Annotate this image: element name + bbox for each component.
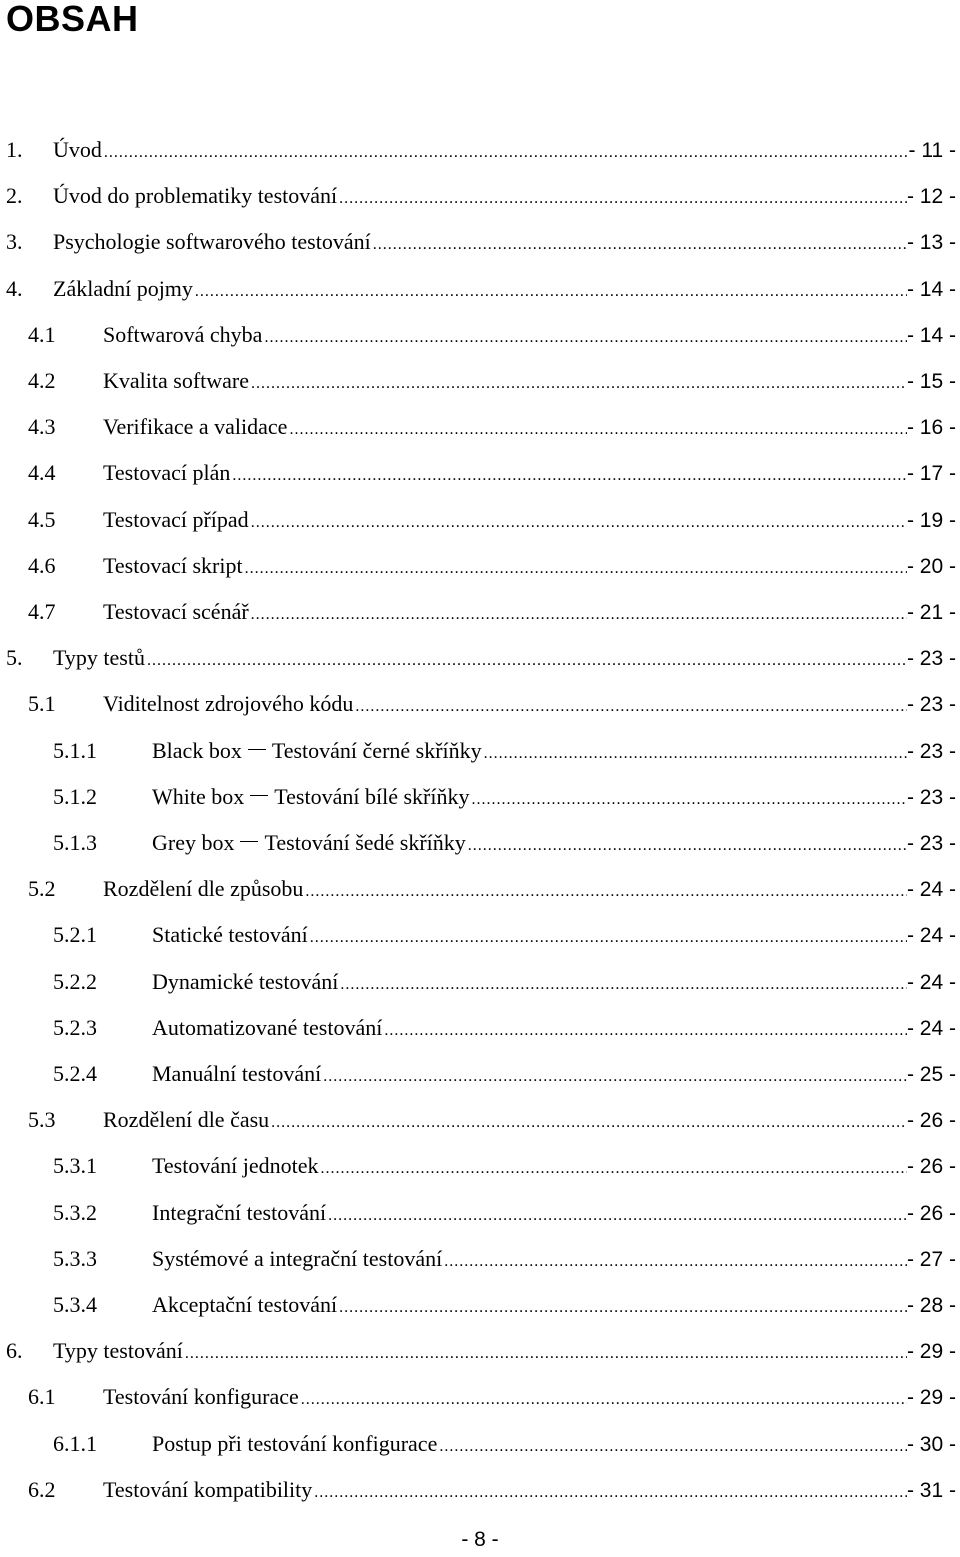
toc-entry-number: 6.1.1 <box>53 1430 97 1456</box>
toc-entry-page: - 15 - <box>906 370 956 393</box>
toc-entry-label: Grey box Testování šedé skříňky <box>152 821 468 865</box>
toc-entry-page: - 14 - <box>906 323 956 347</box>
toc-entry[interactable] <box>0 313 960 357</box>
toc-entry-page: - 17 - <box>906 462 956 486</box>
toc-entry-label: Testovací skript <box>103 544 245 588</box>
dot-leader <box>195 270 907 314</box>
dot-leader <box>444 1240 907 1284</box>
dot-leader <box>251 362 907 406</box>
toc-entry-number: 3. <box>6 229 23 255</box>
toc-entry-number: 5.2 <box>28 876 56 902</box>
toc-entry-label: Úvod do problematiky testování <box>53 174 339 218</box>
toc-entry-label: Základní pojmy <box>53 267 195 311</box>
toc-entry[interactable] <box>0 267 960 311</box>
em-dash-separator <box>250 795 268 796</box>
toc-entry-number: 4.3 <box>28 414 56 440</box>
toc-entry-page: - 16 - <box>906 416 956 440</box>
toc-entry-label: Testování konfigurace <box>103 1375 301 1419</box>
toc-entry-label: Automatizované testování <box>152 1006 384 1050</box>
toc-entry-page: - 21 - <box>906 601 956 624</box>
toc-entry[interactable] <box>0 729 960 773</box>
toc-entry-page: - 27 - <box>906 1247 956 1271</box>
toc-entry-page: - 29 - <box>906 1340 956 1364</box>
toc-entry-number: 6. <box>6 1338 23 1364</box>
toc-entry-page: - 14 - <box>906 277 956 301</box>
toc-entry-number: 4.5 <box>28 506 56 532</box>
toc-entry-number: 5.2.2 <box>53 968 97 994</box>
toc-entry-label: Testování kompatibility <box>103 1468 314 1512</box>
toc-entry-label: Systémové a integrační testování <box>152 1237 444 1281</box>
toc-entry[interactable] <box>0 498 960 542</box>
toc-entry-label: Postup při testování konfigurace <box>152 1422 439 1466</box>
toc-entry-number: 4.7 <box>28 599 56 624</box>
toc-entry-page: - 24 - <box>906 878 956 902</box>
toc-entry-label: Testovací případ <box>103 498 251 542</box>
toc-entry-label: Testovací plán <box>103 451 232 495</box>
dot-leader <box>328 1194 907 1238</box>
toc-entry-number: 5.3 <box>28 1107 56 1133</box>
toc-entry-page: - 26 - <box>906 1155 956 1179</box>
toc-entry[interactable] <box>0 1006 960 1050</box>
toc-entry-label: Manuální testování <box>152 1052 323 1096</box>
dot-leader <box>339 1286 907 1330</box>
toc-entry[interactable] <box>0 220 960 264</box>
toc-entry-label: Typy testů <box>53 636 147 680</box>
toc-entry-label: Typy testování <box>53 1329 185 1373</box>
toc-entry-label: Verifikace a validace <box>103 405 289 449</box>
toc-entry-label: Statické testování <box>152 913 310 957</box>
toc-entry-number: 4.4 <box>28 460 56 486</box>
toc-entry-label: Dynamické testování <box>152 960 340 1004</box>
toc-entry[interactable] <box>0 1098 960 1142</box>
toc-entry-label: Rozdělení dle způsobu <box>103 867 305 911</box>
toc-entry[interactable] <box>0 544 960 588</box>
toc-entry-label: Psychologie softwarového testování <box>53 220 373 264</box>
toc-entry[interactable] <box>0 821 960 865</box>
toc-entry[interactable] <box>0 1191 960 1235</box>
toc-entry-number: 5.1.1 <box>53 737 97 763</box>
toc-entry-label: Kvalita software <box>103 359 251 403</box>
toc-entry-number: 5. <box>6 645 23 671</box>
toc-entry[interactable] <box>0 359 960 403</box>
toc-entry-page: - 11 - <box>908 139 956 162</box>
toc-entry-number: 5.1 <box>28 691 56 717</box>
toc-entry[interactable] <box>0 1237 960 1281</box>
em-dash-separator <box>248 749 266 750</box>
toc-entry-number: 5.2.4 <box>53 1061 97 1086</box>
dot-leader <box>185 1332 907 1376</box>
dot-leader <box>340 963 907 1007</box>
toc-entry[interactable] <box>0 682 960 726</box>
toc-entry-page: - 24 - <box>906 1016 956 1040</box>
toc-entry-number: 5.3.1 <box>53 1153 97 1179</box>
toc-entry-page: - 23 - <box>906 739 956 763</box>
toc-entry[interactable] <box>0 1329 960 1373</box>
toc-entry-label: Rozdělení dle času <box>103 1098 271 1142</box>
toc-entry[interactable] <box>0 1052 960 1096</box>
dot-leader <box>251 593 907 637</box>
toc-entry-number: 1. <box>6 137 23 162</box>
toc-entry-label: Black box Testování černé skříňky <box>152 729 484 773</box>
toc-entry-number: 4.2 <box>28 368 56 393</box>
toc-entry-page: - 23 - <box>906 785 956 809</box>
toc-entry-page: - 23 - <box>906 693 956 717</box>
toc-entry[interactable] <box>0 1468 960 1512</box>
toc-entry[interactable] <box>0 174 960 218</box>
toc-entry-page: - 23 - <box>906 647 956 671</box>
toc-entry-label: Úvod <box>53 128 104 172</box>
toc-entry-number: 2. <box>6 183 23 209</box>
dot-leader <box>484 732 907 776</box>
page-title: OBSAH <box>6 0 139 39</box>
dot-leader <box>384 1009 907 1053</box>
toc-entry-number: 5.1.2 <box>53 783 97 809</box>
toc-entry-label: Akceptační testování <box>152 1283 339 1327</box>
toc-entry[interactable] <box>0 1283 960 1327</box>
dot-leader <box>323 1055 907 1099</box>
toc-entry-page: - 19 - <box>906 508 956 532</box>
toc-entry-number: 5.2.3 <box>53 1014 97 1040</box>
toc-entry-label: Testovací scénář <box>103 590 251 634</box>
toc-entry-label: Testování jednotek <box>152 1144 320 1188</box>
dot-leader <box>314 1471 907 1515</box>
toc-entry-number: 5.3.4 <box>53 1292 97 1317</box>
dot-leader <box>320 1147 907 1191</box>
toc-entry[interactable] <box>0 1375 960 1419</box>
toc-entry-page: - 23 - <box>906 832 956 855</box>
toc-entry[interactable] <box>0 636 960 680</box>
dot-leader <box>301 1378 907 1422</box>
dot-leader <box>251 501 907 545</box>
toc-entry[interactable] <box>0 405 960 449</box>
toc-entry-number: 4. <box>6 275 23 301</box>
toc-entry-page: - 13 - <box>906 231 956 255</box>
toc-entry-number: 4.1 <box>28 321 56 347</box>
toc-entry-page: - 31 - <box>906 1478 956 1502</box>
dot-leader <box>471 778 907 822</box>
toc-entry-page: - 30 - <box>906 1432 956 1456</box>
toc-entry-number: 4.6 <box>28 552 56 578</box>
dot-leader <box>439 1425 907 1469</box>
toc-entry-page: - 24 - <box>906 970 956 994</box>
dot-leader <box>245 547 907 591</box>
dot-leader <box>305 870 907 914</box>
toc-entry[interactable] <box>0 451 960 495</box>
toc-entry-page: - 25 - <box>906 1063 956 1086</box>
toc-entry-page: - 24 - <box>906 924 956 948</box>
dot-leader <box>355 685 907 729</box>
toc-entry[interactable] <box>0 1422 960 1466</box>
toc-entry-number: 5.2.1 <box>53 922 97 948</box>
dot-leader <box>310 916 907 960</box>
toc-entry-number: 5.1.3 <box>53 830 97 855</box>
toc-entry-page: - 26 - <box>906 1201 956 1225</box>
toc-entry-number: 5.3.2 <box>53 1199 97 1225</box>
toc-entry[interactable] <box>0 590 960 634</box>
toc-entry-label: Softwarová chyba <box>103 313 264 357</box>
dot-leader <box>468 824 907 868</box>
toc-entry-label: White box Testování bílé skříňky <box>152 775 471 819</box>
dot-leader <box>232 454 907 498</box>
toc-entry[interactable] <box>0 867 960 911</box>
toc-entry[interactable] <box>0 960 960 1004</box>
dot-leader <box>147 639 907 683</box>
toc-entry-number: 5.3.3 <box>53 1245 97 1271</box>
dot-leader <box>104 131 909 175</box>
toc-entry[interactable] <box>0 775 960 819</box>
toc-entry-page: - 29 - <box>906 1386 956 1410</box>
dot-leader <box>373 223 907 267</box>
em-dash-separator <box>240 841 258 842</box>
toc-entry-number: 6.1 <box>28 1384 56 1410</box>
dot-leader <box>264 316 907 360</box>
toc-entry-label: Viditelnost zdrojového kódu <box>103 682 355 726</box>
toc-entry-page: - 20 - <box>906 554 956 578</box>
toc-entry-page: - 28 - <box>906 1294 956 1317</box>
dot-leader <box>271 1101 907 1145</box>
toc-entry-number: 6.2 <box>28 1476 56 1502</box>
page-number: - 8 - <box>461 1528 499 1551</box>
toc-entry-page: - 26 - <box>906 1109 956 1133</box>
dot-leader <box>339 177 907 221</box>
toc-entry[interactable] <box>0 128 960 172</box>
toc-entry-label: Integrační testování <box>152 1191 328 1235</box>
toc-entry-page: - 12 - <box>906 185 956 209</box>
dot-leader <box>289 408 907 452</box>
toc-entry[interactable] <box>0 913 960 957</box>
toc-entry[interactable] <box>0 1144 960 1188</box>
